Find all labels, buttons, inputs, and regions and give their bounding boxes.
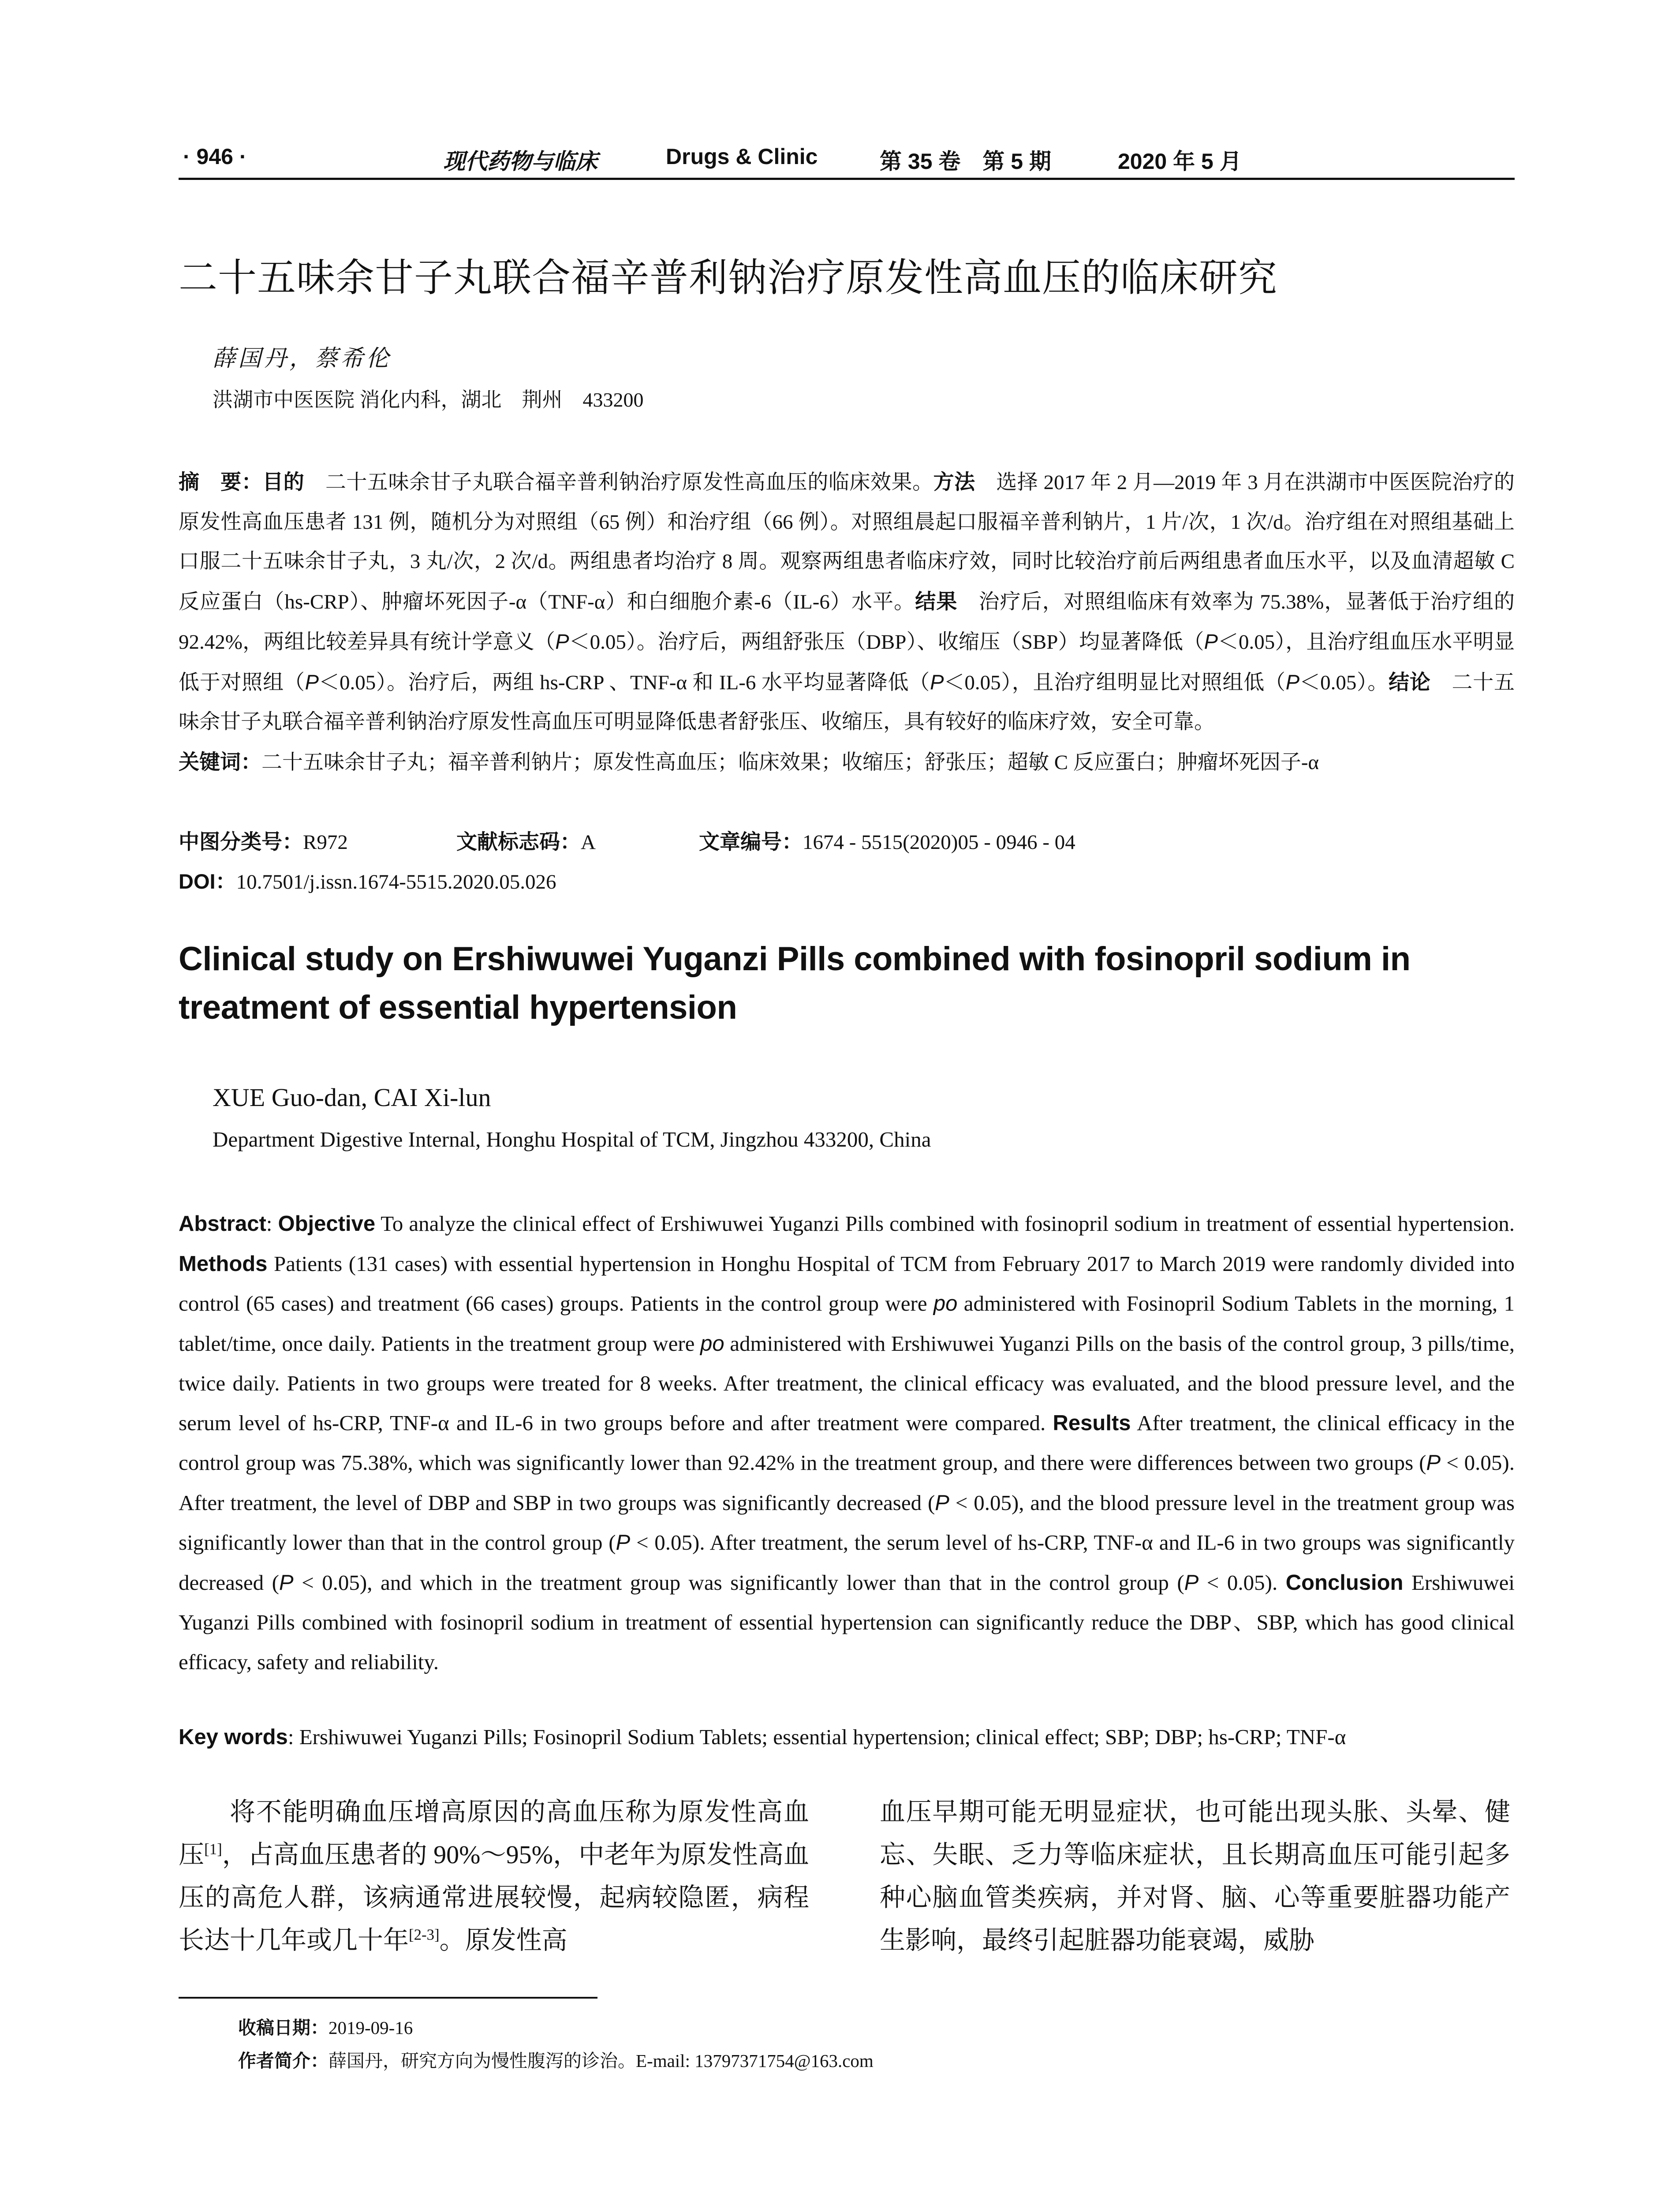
p-value-symbol: P bbox=[279, 1570, 294, 1595]
results-en-text: < 0.05). After treatment, the level of DBP and SBP in two groups was significantly decreased ( bbox=[179, 1450, 1515, 1515]
citation-ref[interactable]: [1] bbox=[204, 1840, 222, 1858]
affiliation-en: Department Digestive Internal, Honghu Hospital of TCM, Jingzhou 433200, China bbox=[213, 1127, 931, 1151]
footnote-divider bbox=[179, 1997, 597, 1999]
results-en-text: < 0.05). bbox=[1198, 1570, 1278, 1595]
abstract-en-label: Abstract bbox=[179, 1212, 266, 1236]
results-cn-text: ＜0.05）。治疗后，两组舒张压（DBP）、收缩压（SBP）均显著降低（ bbox=[569, 631, 1204, 654]
p-value-symbol: P bbox=[1184, 1570, 1199, 1595]
issue-date: 2020 年 5 月 bbox=[1118, 149, 1242, 174]
authors-cn: 薛国丹，蔡希伦 bbox=[213, 345, 392, 372]
journal-name-cn: 现代药物与临床 bbox=[443, 148, 597, 174]
doi-link[interactable]: 10.7501/j.issn.1674-5515.2020.05.026 bbox=[236, 871, 556, 893]
results-en-text: < 0.05), and the blood pressure level in the treatment group was significantly lower than that in the control group ( bbox=[179, 1490, 1515, 1555]
methods-en-text: Patients (131 cases) with essential hypertension in Honghu Hospital of TCM from February 2017 to March 2019 were randomly divided into control (65 cases) and treatment (66 cases) groups. Patients in the control group were bbox=[179, 1251, 1515, 1316]
results-cn-text: ＜0.05）。治疗后，两组 hs-CRP 、TNF-α 和 IL-6 水平均显著降低（ bbox=[318, 671, 930, 694]
abstract-en: Abstract: Objective To analyze the clinical effect of Ershiwuwei Yuganzi Pills combined with fosinopril sodium in treatment of essential hypertension. Methods Patients (131 cases) with essential hypertension in Honghu Hospital of TCM from February 2017 to March 2019 were randomly divided into control (65 cases) and treatment (66 cases) groups. Patients in the control group were po administered with Fosinopril Sodium Tablets in the morning, 1 tablet/time, once daily. Patients in the treatment group were po administered with Ershiwuwei Yuganzi Pills on the basis of the control group, 3 pills/time, twice daily. Patients in two groups were treated for 8 weeks. After treatment, the clinical efficacy was evaluated, and the blood pressure level, and the serum level of hs-CRP, TNF-α and IL-6 in two groups before and after treatment were compared. Results After treatment, the clinical efficacy in the control group was 75.38%, which was significantly lower than 92.42% in the treatment group, and there were differences between two groups (P < 0.05). After treatment, the level of DBP and SBP in two groups was significantly decreased (P < 0.05), and the blood pressure level in the treatment group was significantly lower than that in the control group (P < 0.05). After treatment, the serum level of hs-CRP, TNF-α and IL-6 in two groups was significantly decreased (P < 0.05), and which in the treatment group was significantly lower than that in the control group (P < 0.05). Conclusion Ershiwuwei Yuganzi Pills combined with fosinopril sodium in treatment of essential hypertension can significantly reduce the DBP、SBP, which has good clinical efficacy, safety and reliability. bbox=[179, 1211, 1515, 1674]
objective-cn-text: 二十五味余甘子丸联合福辛普利钠治疗原发性高血压的临床效果。 bbox=[304, 471, 933, 494]
methods-en-label: Methods bbox=[179, 1252, 268, 1276]
results-cn-text: ＜0.05）。 bbox=[1299, 671, 1389, 694]
title-en: Clinical study on Ershiwuwei Yuganzi Pills combined with fosinopril sodium in treatment of essential hypertension bbox=[179, 940, 1411, 1026]
body-column-right: 血压早期可能无明显症状，也可能出现头胀、头晕、健忘、失眠、乏力等临床症状，且长期高血压可能引起多种心脑血管类疾病，并对肾、脑、心等重要脏器功能产生影响，最终引起脏器功能衰竭，威胁 bbox=[880, 1798, 1510, 1955]
page-number: · 946 · bbox=[183, 144, 247, 169]
objective-cn-label: 目的 bbox=[262, 470, 305, 493]
volume-issue: 第 35 卷 第 5 期 bbox=[880, 149, 1051, 174]
results-en-label: Results bbox=[1053, 1411, 1131, 1435]
doi: DOI：10.7501/j.issn.1674-5515.2020.05.026 bbox=[179, 870, 556, 893]
results-en-text: < 0.05), and which in the treatment group was significantly lower than that in the control group ( bbox=[293, 1570, 1184, 1595]
p-value-symbol: P bbox=[1426, 1451, 1441, 1475]
conclusion-cn-text: 二十五味余甘子丸联合福辛普利钠治疗原发性高血压可明显降低患者舒张压、收缩压，具有较好的临床疗效，安全可靠。 bbox=[179, 671, 1515, 733]
keywords-en-text: Ershiwuwei Yuganzi Pills; Fosinopril Sodium Tablets; essential hypertension; clinical effect; SBP; DBP; hs-CRP; TNF-α bbox=[299, 1725, 1346, 1749]
affiliation-cn: 洪湖市中医医院 消化内科，湖北 荆州 433200 bbox=[213, 389, 644, 411]
citation-ref[interactable]: [2-3] bbox=[409, 1926, 440, 1943]
p-value-symbol: P bbox=[616, 1531, 631, 1555]
document-code: 文献标志码：A bbox=[456, 830, 596, 854]
methods-en-text: administered with Fosinopril Sodium Tablets in the morning, 1 tablet/time, once daily. Patients in the treatment group were bbox=[179, 1291, 1515, 1356]
body-column-left: 将不能明确血压增高原因的高血压称为原发性高血压[1]，占高血压患者的 90%～95%，中老年为原发性高血压的高危人群，该病通常进展较慢，起病较隐匿，病程长达十几年或几十年[2-3]。原发性高 bbox=[179, 1798, 809, 1955]
po-abbrev: po bbox=[700, 1331, 724, 1356]
conclusion-en-label: Conclusion bbox=[1285, 1570, 1404, 1595]
p-value-symbol: P bbox=[935, 1491, 949, 1515]
received-date: 收稿日期：2019-09-16 bbox=[238, 2018, 413, 2038]
p-value-symbol: P bbox=[930, 670, 944, 694]
methods-en-text: administered with Ershiwuwei Yuganzi Pills on the basis of the control group, 3 pills/time, twice daily. Patients in two groups were treated for 8 weeks. After treatment, the clinical efficacy was evaluated, and the blood pressure level, and the serum level of hs-CRP, TNF-α and IL-6 in two groups before and after treatment were compared. bbox=[179, 1331, 1515, 1435]
keywords-cn-text: 二十五味余甘子丸；福辛普利钠片；原发性高血压；临床效果；收缩压；舒张压；超敏 C 反应蛋白；肿瘤坏死因子-α bbox=[261, 751, 1319, 774]
keywords-en-label: Key words bbox=[179, 1725, 288, 1749]
title-cn: 二十五味余甘子丸联合福辛普利钠治疗原发性高血压的临床研究 bbox=[179, 255, 1278, 300]
running-header bbox=[179, 140, 1515, 180]
methods-cn-text: 选择 2017 年 2 月—2019 年 3 月在洪湖市中医医院治疗的原发性高血压患者 131 例，随机分为对照组（65 例）和治疗组（66 例）。对照组晨起口服福辛普利钠片，1 片/次，1 次/d。治疗组在对照组基础上口服二十五味余甘子丸，3 丸/次，2 次/d。两组患者均治疗 8 周。观察两组患者临床疗效，同时比较治疗前后两组患者血压水平，以及血清超敏 C 反应蛋白（hs-CRP）、肿瘤坏死因子-α（TNF-α）和白细胞介素-6（IL-6）水平。 bbox=[179, 471, 1515, 613]
authors-en: XUE Guo-dan, CAI Xi-lun bbox=[213, 1083, 491, 1112]
objective-en-text: To analyze the clinical effect of Ershiwuwei Yuganzi Pills combined with fosinopril sodium in treatment of essential hypertension. bbox=[375, 1211, 1515, 1236]
p-value-symbol: P bbox=[555, 630, 569, 653]
keywords-en: Key words: Ershiwuwei Yuganzi Pills; Fosinopril Sodium Tablets; essential hypertension; clinical effect; SBP; DBP; hs-CRP; TNF-α bbox=[179, 1725, 1346, 1749]
classification-number: 中图分类号：R972 bbox=[179, 830, 348, 854]
journal-name-en: Drugs & Clinic bbox=[666, 144, 818, 169]
results-cn-label: 结果 bbox=[915, 589, 958, 613]
results-en-text: < 0.05). After treatment, the serum level of hs-CRP, TNF-α and IL-6 in two groups was significantly decreased ( bbox=[179, 1530, 1515, 1595]
p-value-symbol: P bbox=[1204, 630, 1218, 653]
p-value-symbol: P bbox=[1285, 670, 1300, 694]
results-cn-text: ＜0.05），且治疗组血压水平明显低于对照组（ bbox=[179, 631, 1515, 694]
methods-cn-label: 方法 bbox=[933, 470, 975, 493]
results-en-text: After treatment, the clinical efficacy in the control group was 75.38%, which was significantly lower than 92.42% in the treatment group, and there were differences between two groups ( bbox=[179, 1410, 1515, 1475]
conclusion-cn-label: 结论 bbox=[1389, 670, 1431, 694]
abstract-cn bbox=[179, 462, 1515, 782]
conclusion-en-text: Ershiwuwei Yuganzi Pills combined with fosinopril sodium in treatment of essential hypertension can significantly reduce the DBP、SBP, which has good clinical efficacy, safety and reliability. bbox=[179, 1570, 1515, 1674]
article-number: 文章编号：1674 - 5515(2020)05 - 0946 - 04 bbox=[699, 830, 1075, 854]
abstract-cn-label: 摘 要： bbox=[179, 470, 263, 493]
po-abbrev: po bbox=[933, 1292, 958, 1316]
p-value-symbol: P bbox=[305, 670, 319, 694]
results-cn-text: ＜0.05），且治疗组明显比对照组低（ bbox=[944, 671, 1286, 694]
objective-en-label: Objective bbox=[278, 1212, 376, 1236]
author-bio: 作者简介：薛国丹，研究方向为慢性腹泻的诊治。E-mail: 13797371754@163.com bbox=[238, 2051, 874, 2071]
keywords-cn-label: 关键词： bbox=[179, 750, 261, 774]
results-cn-text: 治疗后，对照组临床有效率为 75.38%，显著低于治疗组的 92.42%，两组比较差异具有统计学意义（ bbox=[179, 590, 1515, 654]
